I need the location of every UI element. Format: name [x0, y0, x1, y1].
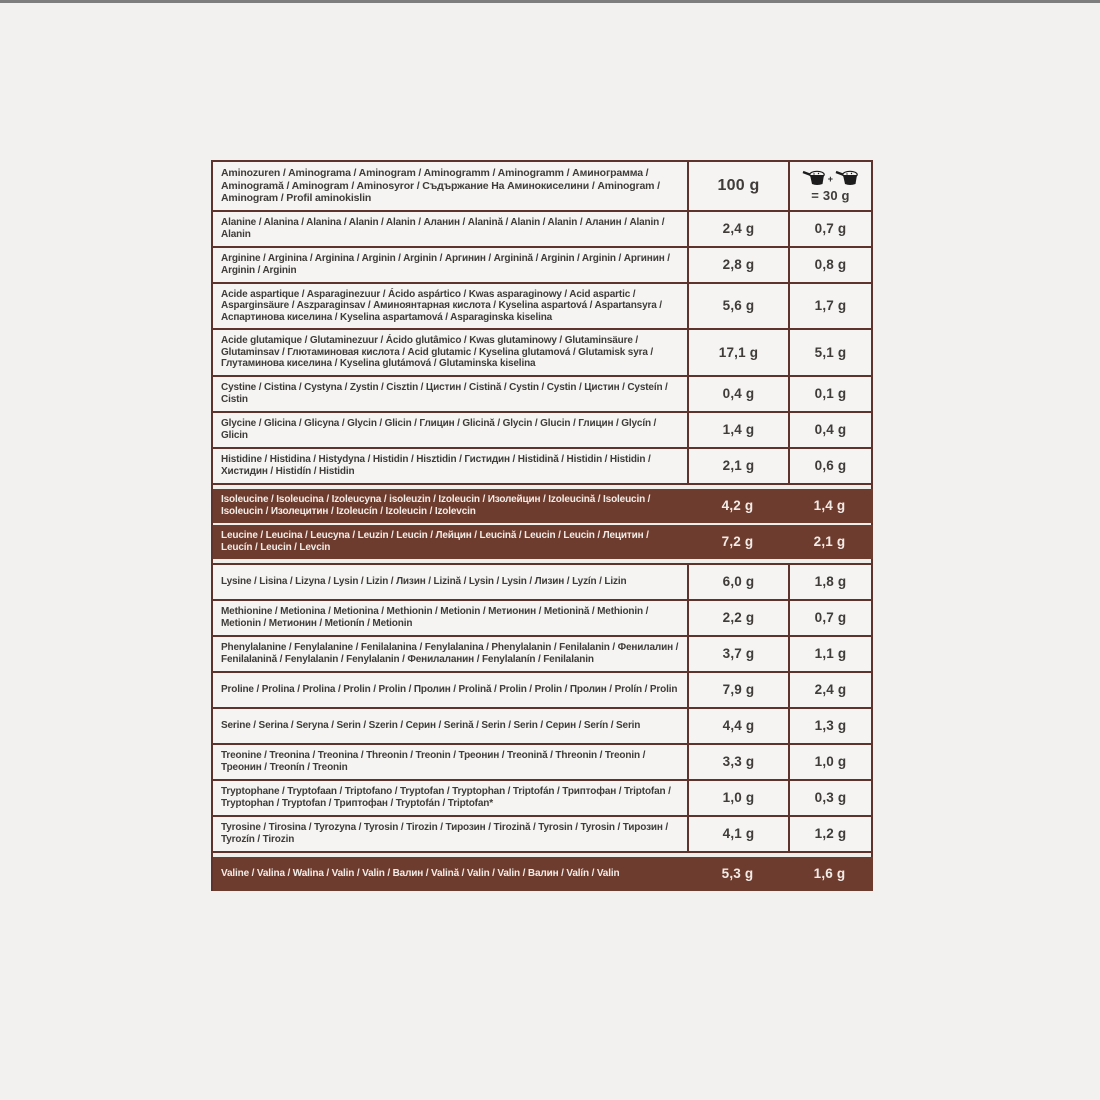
amino-acid-names: Phenylalanine / Fenylalanine / Fenilalanina / Fenylalanina / Phenylalanin / Fenilalanin / Фенилалин / Fenilalanină / Fenylalanin / Fenylalanin / Фенилаланин / Fenylalanín / Fenilalanin	[221, 642, 679, 665]
amino-acid-names: Histidine / Histidina / Histydyna / Histidin / Hisztidin / Гистидин / Histidină / Histidin / Histidin / Хистидин / Histidín / Histidin	[221, 454, 651, 477]
per-serving-value: 5,1 g	[788, 330, 871, 375]
per-100g-value: 5,3 g	[721, 866, 754, 881]
per-100g-value: 1,4 g	[687, 413, 788, 447]
amino-acid-names: Leucine / Leucina / Leucyna / Leuzin / Leucin / Лейцин / Leucină / Leucin / Leucin / Лецитин / Leucín / Leucin / Levcin	[221, 530, 649, 553]
table-row	[213, 781, 871, 817]
per-100g-label: 100 g	[717, 176, 760, 194]
per-100g-value: 0,4 g	[687, 377, 788, 411]
table-row	[213, 601, 871, 637]
per-100g-value: 2,8 g	[687, 248, 788, 282]
per-100g-value: 4,2 g	[721, 498, 754, 513]
amino-acid-names: Methionine / Metionina / Metionina / Methionin / Metionin / Метионин / Metionină / Methionin / Metionin / Метионин / Metionín / Metionin	[221, 606, 649, 629]
plus-sign: +	[827, 174, 834, 185]
per-serving-value: 0,7 g	[788, 601, 871, 635]
amino-acid-names: Tryptophane / Tryptofaan / Triptofano / Tryptofan / Tryptophan / Triptofán / Триптофан / Triptofan / Tryptophan / Tryptofan / Триптофан / Tryptofán / Triptofan*	[221, 786, 671, 809]
table-row	[213, 489, 873, 523]
table-row	[213, 212, 871, 248]
amino-acid-names: Tyrosine / Tirosina / Tyrozyna / Tyrosin / Tirozin / Тирозин / Tirozină / Tyrosin / Tyrosin / Тирозин / Tyrozín / Tirozin	[221, 822, 669, 845]
table-row	[213, 330, 871, 377]
table-row	[213, 857, 873, 891]
per-serving-label: = 30 g	[811, 187, 850, 203]
amino-acid-names: Lysine / Lisina / Lizyna / Lysin / Lizin / Лизин / Lizină / Lysin / Lysin / Лизин / Lyzín / Lizin	[221, 575, 627, 587]
amino-acid-names: Serine / Serina / Seryna / Serin / Szerin / Серин / Serină / Serin / Serin / Серин / Serín / Serin	[221, 719, 641, 731]
measuring-scoops-icon	[802, 169, 859, 186]
table-row	[213, 413, 871, 449]
amino-acid-names: Treonine / Treonina / Treonina / Threonin / Treonin / Треонин / Treonină / Threonin / Treonin / Треонин / Treonín / Treonin	[221, 750, 646, 773]
amino-acid-names: Arginine / Arginina / Arginina / Arginin / Arginin / Аргинин / Arginină / Arginin / Arginin / Аргинин / Arginin / Arginin	[221, 253, 670, 276]
scoop-icon	[802, 169, 826, 186]
aminogram-table	[211, 160, 873, 891]
scoop-icon	[835, 169, 859, 186]
table-row	[213, 284, 871, 331]
per-100g-value: 17,1 g	[687, 330, 788, 375]
table-row	[213, 248, 871, 284]
header-per-serving	[788, 162, 871, 210]
per-serving-value: 0,4 g	[788, 413, 871, 447]
amino-acid-names: Valine / Valina / Walina / Valin / Valin / Валин / Valină / Valin / Valin / Валин / Valín / Valin	[221, 867, 620, 879]
per-serving-value: 2,1 g	[813, 534, 846, 549]
table-row	[213, 745, 871, 781]
amino-acid-names: Alanine / Alanina / Alanina / Alanin / Alanin / Аланин / Alanină / Alanin / Alanin / Аланин / Alanin / Alanin	[221, 217, 665, 240]
per-100g-value: 3,3 g	[687, 745, 788, 779]
per-serving-value: 0,3 g	[788, 781, 871, 815]
per-100g-value: 2,4 g	[687, 212, 788, 246]
per-100g-value: 6,0 g	[687, 565, 788, 599]
page-top-edge	[0, 0, 1100, 3]
per-100g-value: 7,2 g	[721, 534, 754, 549]
table-row	[213, 525, 873, 559]
per-serving-value: 0,7 g	[788, 212, 871, 246]
per-100g-value: 5,6 g	[687, 284, 788, 329]
table-header-row	[213, 162, 871, 212]
per-serving-value: 1,1 g	[788, 637, 871, 671]
per-serving-value: 0,8 g	[788, 248, 871, 282]
table-row	[213, 817, 871, 853]
per-100g-value: 2,2 g	[687, 601, 788, 635]
per-100g-value: 3,7 g	[687, 637, 788, 671]
table-row	[213, 563, 871, 601]
per-100g-value: 2,1 g	[687, 449, 788, 483]
per-serving-value: 1,6 g	[813, 866, 846, 881]
table-row	[213, 377, 871, 413]
amino-acid-names: Proline / Prolina / Prolina / Prolin / Prolin / Пролин / Prolină / Prolin / Prolin / Пролин / Prolín / Prolin	[221, 683, 678, 695]
amino-acid-names: Acide glutamique / Glutaminezuur / Ácido glutâmico / Kwas glutaminowy / Glutaminsäure / Glutaminsav / Глютаминовая кислота / Acid glutamic / Kyselina glutamová / Glutamisk syra / Глутаминова киселина / Kyselina glutámová / Glutaminska kiselina	[221, 335, 654, 369]
table-row	[213, 673, 871, 709]
table-row	[213, 709, 871, 745]
amino-acid-names: Cystine / Cistina / Cystyna / Zystin / Cisztin / Цистин / Cistină / Cystin / Cystin / Цистин / Cysteín / Cistin	[221, 382, 668, 405]
amino-acid-names: Isoleucine / Isoleucina / Izoleucyna / isoleuzin / Izoleucin / Изолейцин / Izoleucină / Isoleucin / Isoleucin / Изолецитин / Izoleucín / Izoleucin / Izolevcin	[221, 494, 651, 517]
per-100g-value: 4,1 g	[687, 817, 788, 851]
per-serving-value: 1,2 g	[788, 817, 871, 851]
per-serving-value: 1,8 g	[788, 565, 871, 599]
per-serving-value: 1,7 g	[788, 284, 871, 329]
header-per-100g	[687, 162, 788, 210]
per-100g-value: 7,9 g	[687, 673, 788, 707]
per-serving-value: 0,1 g	[788, 377, 871, 411]
amino-acid-names: Acide aspartique / Asparaginezuur / Ácido aspártico / Kwas asparaginowy / Acid aspartic / Asparginsäure / Aszparaginsav / Аминоянтарная кислота / Kyselina aspartová / Aspartansyra / Аспартинова киселина / Kyselina aspartamová / Asparaginska kiselina	[221, 288, 662, 323]
per-serving-value: 1,3 g	[788, 709, 871, 743]
per-serving-value: 0,6 g	[788, 449, 871, 483]
per-100g-value: 1,0 g	[687, 781, 788, 815]
table-row	[213, 449, 871, 485]
per-serving-value: 2,4 g	[788, 673, 871, 707]
table-row	[213, 637, 871, 673]
amino-acid-names: Glycine / Glicina / Glicyna / Glycin / Glicin / Глицин / Glicină / Glycin / Glucin / Глицин / Glycín / Glicin	[221, 418, 657, 441]
per-100g-value: 4,4 g	[687, 709, 788, 743]
header-aminogram-label: Aminozuren / Aminograma / Aminogram / Aminogramm / Aminogramm / Аминограмма / Aminogramă / Aminogram / Aminosyror / Съдържание На Аминокиселини / Aminogram / Aminogram / Profil aminokislin	[221, 167, 660, 204]
per-serving-value: 1,4 g	[813, 498, 846, 513]
per-serving-value: 1,0 g	[788, 745, 871, 779]
